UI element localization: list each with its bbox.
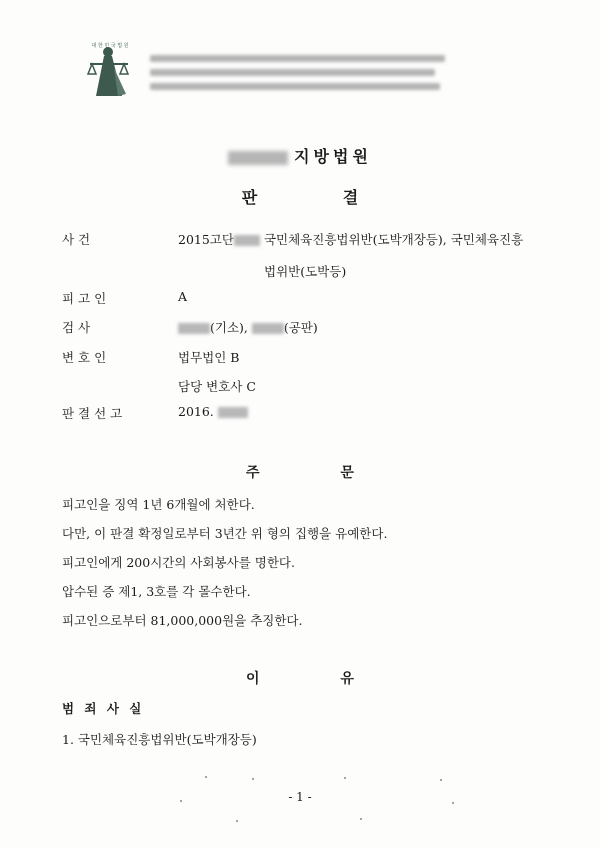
svg-text:대 한 민 국 법 원: 대 한 민 국 법 원 [91, 43, 129, 49]
redacted-header-info [150, 55, 450, 97]
page-number: - 1 - [288, 790, 312, 804]
court-emblem-icon [78, 38, 142, 102]
field-value-prosecutor: (기소), (공판) [178, 318, 318, 336]
crime-item: 1. 국민체육진흥법위반(도박개장등) [62, 732, 257, 747]
order-title: 주 문 [246, 465, 392, 481]
order-line: 피고인으로부터 81,000,000원을 추징한다. [62, 613, 303, 628]
redacted-case-number [234, 235, 260, 246]
order-line: 피고인에게 200시간의 사회봉사를 명한다. [62, 555, 295, 570]
field-value-case: 2015고단 국민체육진흥법위반(도박개장등), 국민체육진흥 [178, 232, 524, 247]
field-value-counsel: 법무법인 B [178, 350, 240, 365]
redacted-prosecutor-2 [252, 323, 284, 334]
court-name: 지방법원 [0, 144, 600, 167]
field-label-sentence-date: 판 결 선 고 [62, 406, 123, 421]
field-value-defendant: A [178, 289, 188, 304]
document-title: 판 결 [241, 188, 399, 207]
field-value-case-line2: 법위반(도박등) [264, 264, 347, 279]
crime-facts-heading: 범 죄 사 실 [62, 701, 145, 716]
order-line: 압수된 증 제1, 3호를 각 몰수한다. [62, 584, 251, 599]
field-value-counsel-line2: 담당 변호사 C [178, 379, 256, 394]
redacted-prosecutor-1 [178, 323, 210, 334]
redacted-date [218, 407, 248, 418]
field-label-prosecutor: 검 사 [62, 320, 91, 335]
field-label-case: 사 건 [62, 232, 91, 247]
order-line: 다만, 이 판결 확정일로부터 3년간 위 형의 집행을 유예한다. [62, 526, 388, 541]
reason-title: 이 유 [246, 671, 392, 687]
field-label-defendant: 피 고 인 [62, 291, 107, 306]
order-line: 피고인을 징역 1년 6개월에 처한다. [62, 497, 255, 512]
field-label-counsel: 변 호 인 [62, 350, 107, 365]
redacted-court-region [228, 151, 288, 165]
field-value-sentence-date: 2016. [178, 404, 248, 419]
